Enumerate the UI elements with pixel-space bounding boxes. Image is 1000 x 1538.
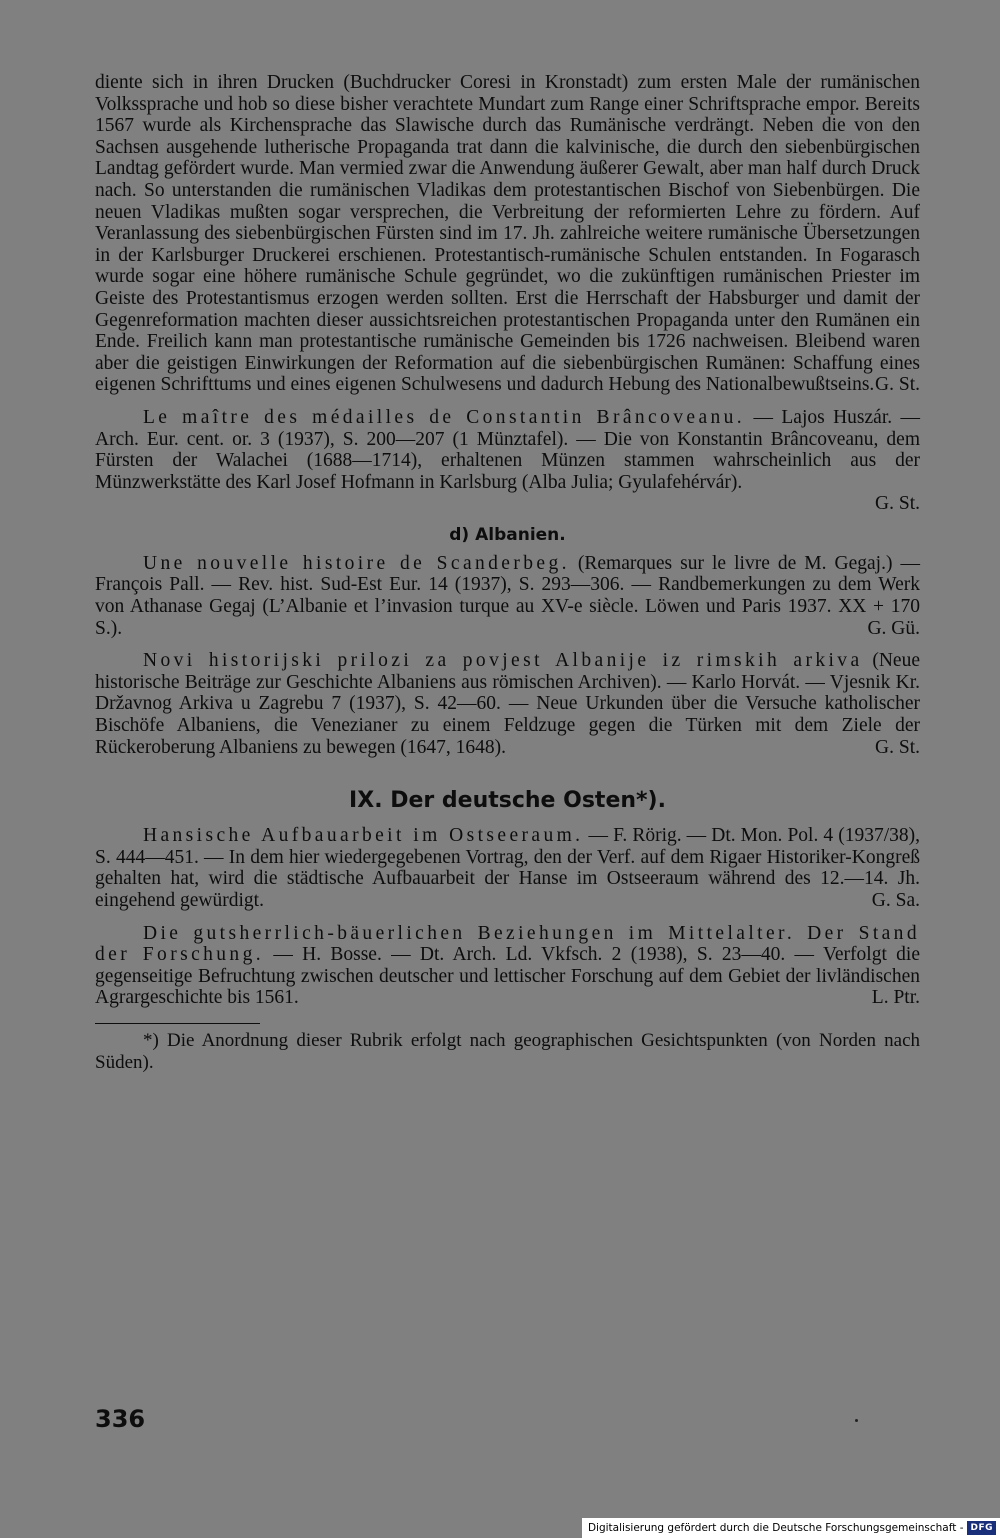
entry-text: — H. Bosse. — Dt. Arch. Ld. Vkfsch. 2 (1938), S. 23—40. — Verfolgt die gegenseitige Befruchtung zwischen deutscher und lettischer Forschung auf dem Gebiet der livländischen Agrargeschichte bis 1561. (95, 944, 920, 1009)
signature: G. Sa. (871, 890, 920, 911)
entry-title: Le maître des médailles de Constantin Brâncoveanu. (143, 406, 746, 428)
intro-paragraph (95, 72, 920, 396)
entry-title: Une nouvelle histoire de Scanderbeg. (143, 552, 570, 574)
entry-gutsherrlich (95, 923, 920, 1009)
signature: G. St. (875, 493, 920, 515)
chapter-heading: IX. Der deutsche Osten*). (349, 788, 666, 814)
footnote (95, 1030, 920, 1073)
entry-text: (Remarques sur le livre de M. Gegaj.) — François Pall. — Rev. hist. Sud-Est Eur. 14 (1937), S. 293—306. — Randbemerkungen zu dem Werk von Athanase Gegaj (L’Albanie et l’invasion turque au XV-e siècle. Löwen und Paris 1937. XX + 170 S.). (95, 552, 920, 639)
signature: G. Gü. (867, 617, 920, 639)
entry-scanderbeg (95, 553, 920, 639)
entry-text: (Neue historische Beiträge zur Geschichte Albaniens aus römischen Archiven). — Karlo Horvát. — Vjesnik Kr. Državnog Arkiva u Zagrebu 7 (1937), S. 42—60. — Neue Urkunden über die Versuche katholischer Bischöfe Albaniens, die Venezianer zu einem Feldzuge gegen die Türken mit dem Ziele der Rückeroberung Albaniens zu bewegen (1647, 1648). (95, 650, 920, 758)
section-heading-albanien: d) Albanien. (449, 524, 566, 545)
speck (855, 1419, 858, 1422)
entry-prilozi (95, 650, 920, 758)
page-body (95, 72, 920, 1073)
intro-text: diente sich in ihren Drucken (Buchdrucker Coresi in Kronstadt) zum ersten Male der rumänischen Volkssprache und hob so diese bisher verachtete Mundart zum Range einer Schriftsprache empor. Bereits 1567 wurde als Kirchensprache das Slawische durch das Rumänische verdrängt. Neben die von den Sachsen ausgehende lutherische Propaganda trat dann die kalvinische, die durch den siebenbürgischen Landtag gefördert wurde. Man vermied zwar die Anwendung äußerer Gewalt, aber man half durch Druck nach. So unterstanden die rumänischen Vladikas dem protestantischen Bischof von Siebenbürgen. Die neuen Vladikas mußten sogar versprechen, die Verbreitung der reformierten Lehre zu fördern. Auf Veranlassung des siebenbürgischen Fürsten sind im 17. Jh. zahlreiche weitere rumänische Übersetzungen in der Karlsburger Druckerei erschienen. Protestantisch-rumänische Schulen entstanden. In Fogarasch wurde sogar eine höhere rumänische Schule gegründet, wo die zukünftigen rumänischen Priester im Geiste des Protestantismus erzogen werden sollten. Erst die Herrschaft der Habsburger und damit der Gegenreformation machten dieser aussichtsreichen protestantischen Propaganda unter den Rumänen ein Ende. Freilich kann man protestantische rumänische Gemeinden bis 1726 nachweisen. Bleibend waren aber die geistigen Einwirkungen der Reformation auf die siebenbürgischen Rumänen: Schaffung eines eigenen Schrifttums und eines eigenen Schulwesens und dadurch Hebung des Nationalbewußtseins. (95, 72, 920, 396)
footnote-rule (95, 1023, 260, 1024)
entry-hansische (95, 825, 920, 911)
entry-medailles (95, 407, 920, 493)
footer-text: Digitalisierung gefördert durch die Deutsche Forschungsgemeinschaft - (587, 1522, 964, 1534)
page-number: 336 (95, 1405, 146, 1433)
entry-title: Die gutsherrlich-bäuerlichen Beziehungen im Mittelalter. Der Stand der Forschung. (95, 922, 920, 966)
signature: G. St. (875, 374, 920, 396)
signature: L. Ptr. (871, 987, 920, 1009)
signature: G. St. (875, 736, 920, 758)
entry-text: — Lajos Huszár. — Arch. Eur. cent. or. 3 (1937), S. 200—207 (1 Münztafel). — Die von Konstantin Brâncoveanu, dem Fürsten der Walachei (1688—1714), erhaltenen Münzen stammen wahrscheinlich aus der Münzwerkstätte des Karl Josef Hofmann in Karlsburg (Alba Julia; Gyulafehérvár). (95, 406, 920, 493)
dfg-logo-icon: DFG (967, 1521, 996, 1535)
entry-title: Novi historijski prilozi za povjest Albanije iz rimskih arkiva (143, 650, 863, 672)
footnote-text: *) Die Anordnung dieser Rubrik erfolgt nach geographischen Gesichtspunkten (von Norden nach Süden). (95, 1029, 920, 1073)
entry-text: — F. Rörig. — Dt. Mon. Pol. 4 (1937/38), S. 444—451. — In dem hier wiedergegebenen Vortrag, den der Verf. auf dem Rigaer Historiker-Kongreß gehalten hat, wird die städtische Aufbauarbeit der Hanse im Ostseeraum während des 12.—14. Jh. eingehend gewürdigt. (95, 825, 920, 911)
entry-title: Hansische Aufbauarbeit im Ostseeraum. (143, 825, 584, 847)
digitization-footer (582, 1518, 1000, 1538)
